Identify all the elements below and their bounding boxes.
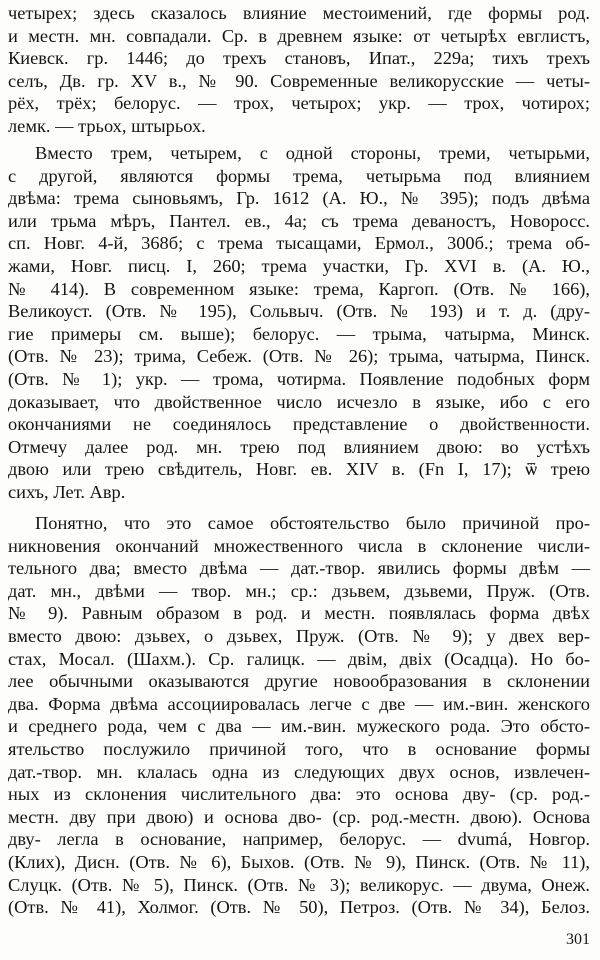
- text-line: лее обычными оказываются другие новообразования в склонении: [8, 671, 590, 692]
- text-line: или трьма мѣръ, Пантел. ев., 4а; съ трема деваностъ, Новоросс.: [8, 210, 590, 231]
- text-line: Слуцк. (Отв. № 5), Пинск. (Отв. № 3); великорус. — двума, Онеж.: [8, 874, 590, 895]
- text-line: окончаниями не соединялось представление о двойственности.: [8, 414, 590, 435]
- text-line: двою или трею свѣдитель, Новг. ев. XIV в. (Fn I, 17); ѿ трею: [8, 459, 590, 480]
- text-line: Киевск. гр. 1446; до трехъ становъ, Ипат., 229а; тихъ трехъ: [8, 48, 590, 69]
- text-line: дат.-твор. мн. клалась одна из следующих двух основ, извлечен-: [8, 761, 590, 782]
- text-line: ятельство послужило причиной того, что в основание формы: [8, 738, 590, 759]
- text-line: сп. Новг. 4-й, 368б; с трема тысащами, Ермол., 300б.; трема об-: [8, 233, 590, 254]
- text-line: Понятно, что это самое обстоятельство было причиной про-: [35, 513, 590, 533]
- text-line: (Отв. № 23); трима, Себеж. (Отв. № 26); трыма, чатырма, Пинск.: [8, 346, 590, 367]
- text-line: гие примеры см. выше); белорус. — трыма, чатырма, Минск.: [8, 323, 590, 344]
- text-line: дву- легла в основание, например, белорус. — dvumá, Новгор.: [8, 829, 590, 850]
- text-line: Великоуст. (Отв. № 195), Сольвыч. (Отв. № 193) и т. д. (дру-: [8, 301, 590, 322]
- paragraph-2: [8, 142, 590, 504]
- text-line: никновения окончаний множественного числа в склонение числи-: [8, 535, 590, 556]
- text-line: и местн. мн. совпадали. Ср. в древнем языке: от четырѣх евглистъ,: [8, 25, 590, 46]
- text-line: (Клих), Дисн. (Отв. № 6), Быхов. (Отв. № 9), Пинск. (Отв. № 11),: [8, 851, 590, 872]
- text-line: и среднего рода, чем с два — им.-вин. мужеского рода. Это обсто-: [8, 716, 590, 737]
- text-line: (Отв. № 1); укр. — трома, чотирма. Появление подобных форм: [8, 368, 590, 389]
- paragraph-1: [8, 2, 590, 138]
- text-line: четырех; здесь сказалось влияние местоимений, где формы род.: [8, 3, 590, 23]
- text-line: с другой, являются формы трема, четырьма под влиянием: [8, 165, 590, 186]
- text-line: № 414). В современном языке: трема, Каргоп. (Отв. № 166),: [8, 278, 590, 299]
- text-line: рёх, трёх; белорус. — трох, четырох; укр. — трох, чотирох;: [8, 93, 590, 114]
- text-line: ных из склонения числительного два: это основа дву- (ср. род.-: [8, 784, 590, 805]
- text-line: дат. мн., двѣми — твор. мн.; ср.: дзьвем, дзьвеми, Пруж. (Отв.: [8, 580, 590, 601]
- text-line: Отмечу далее род. мн. трею под влиянием двою: во устѣхъ: [8, 436, 590, 457]
- page-number: 301: [566, 931, 590, 948]
- text-line: (Отв. № 41), Холмог. (Отв. № 50), Петроз. (Отв. № 34), Белоз.: [8, 897, 590, 918]
- text-line: два. Форма двѣма ассоциировалась легче с две — им.-вин. женского: [8, 693, 590, 714]
- text-line: двѣма: трема сыновьямъ, Гр. 1612 (А. Ю., № 395); подъ двѣма: [8, 188, 590, 209]
- paragraph-3: [8, 512, 590, 919]
- text-line: сихъ, Лет. Авр.: [8, 481, 126, 502]
- text-line: Вместо трем, четырем, с одной стороны, треми, четырьми,: [35, 143, 590, 163]
- text-line: местн. дву при двою) и основа дво- (ср. род.-местн. двою). Основа: [8, 806, 590, 827]
- text-line: селъ, Дв. гр. XV в., № 90. Современные великорусские — четы-: [8, 70, 590, 91]
- text-line: жами, Новг. писц. I, 260; трема участки, Гр. XVI в. (А. Ю.,: [8, 255, 590, 276]
- text-line: вместо двою: дзьвех, о дзьвех, Пруж. (Отв. № 9); у двех вер-: [8, 625, 590, 646]
- text-line: доказывает, что двойственное число исчезло в языке, ибо с его: [8, 391, 590, 412]
- text-line: стах, Мосал. (Шахм.). Ср. галицк. — двім, двіх (Осадца). Но бо-: [8, 648, 590, 669]
- text-line: тельного два; вместо двѣма — дат.-твор. явились формы двѣм —: [8, 558, 590, 579]
- text-line: № 9). Равным образом в род. и местн. появлялась форма двѣх: [8, 603, 590, 624]
- text-line: лемк. — трьох, штырьох.: [8, 115, 206, 136]
